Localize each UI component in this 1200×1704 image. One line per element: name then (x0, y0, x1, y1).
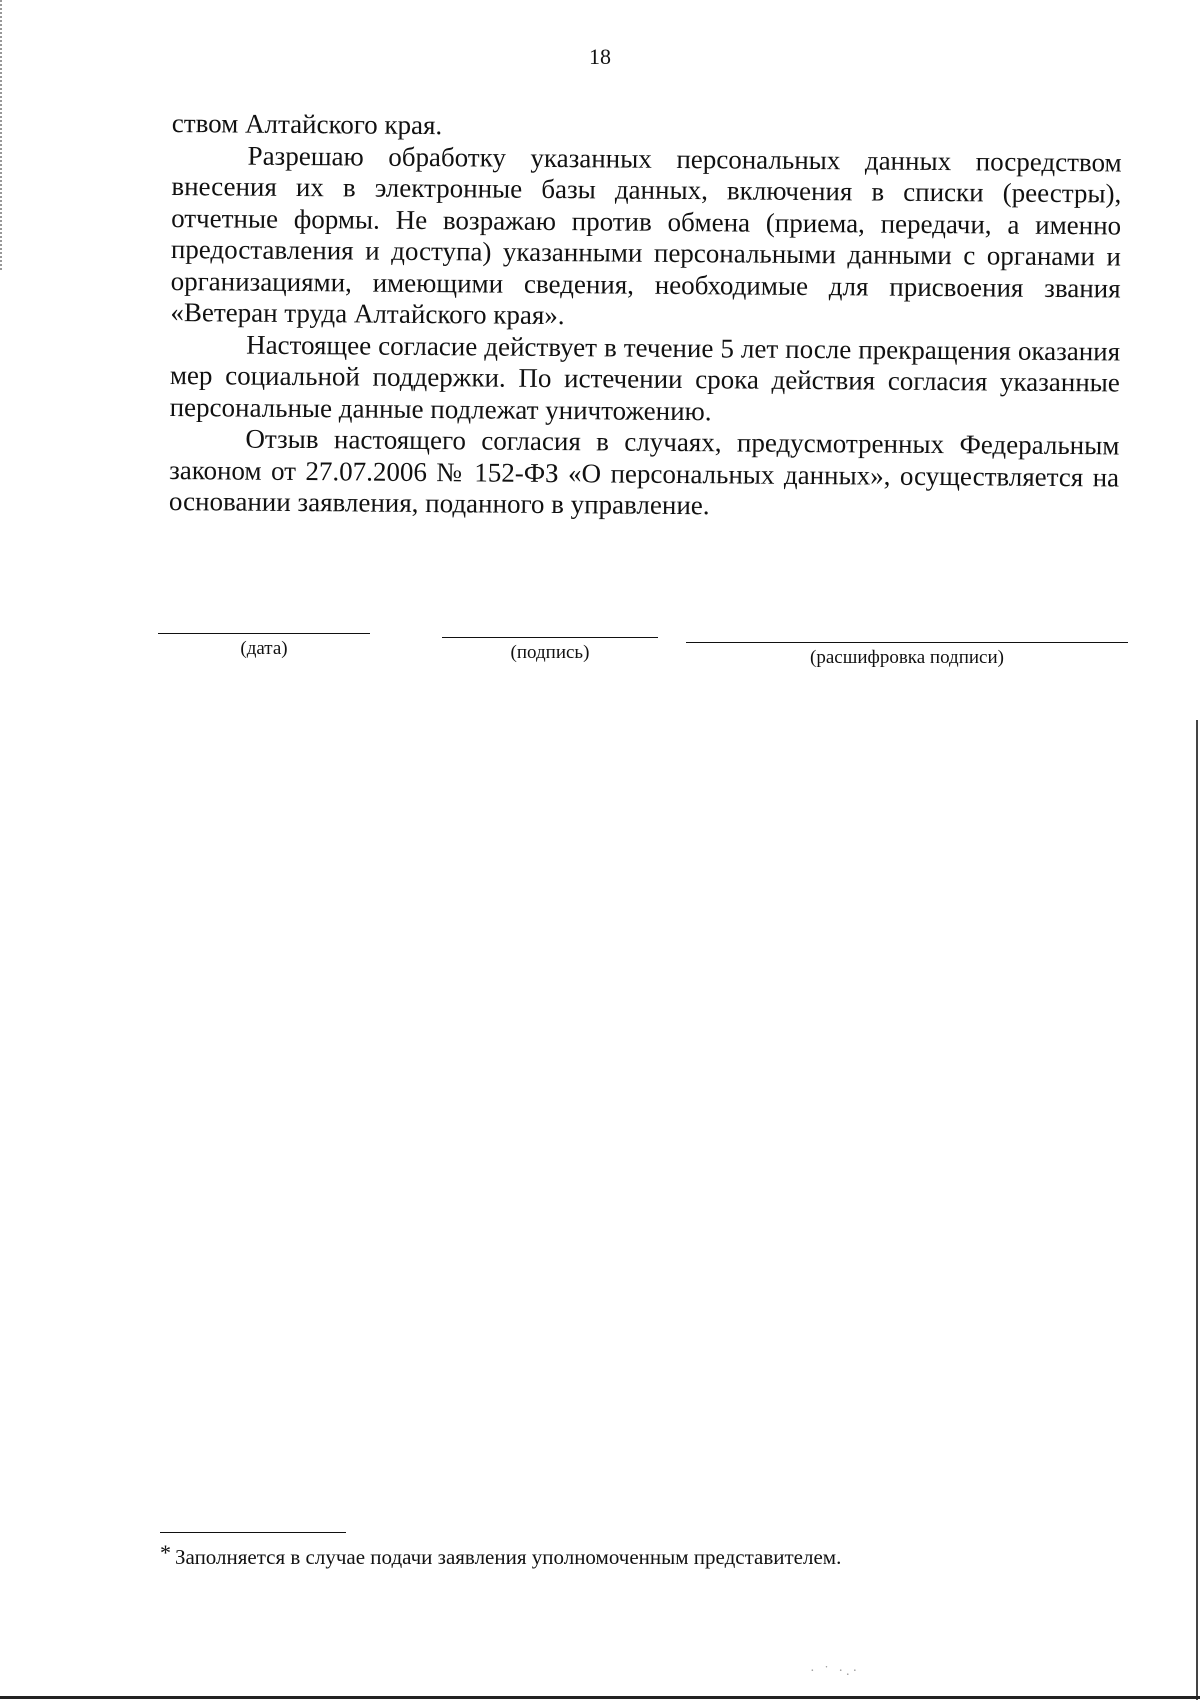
paragraph-consent-duration: Настоящее согласие действует в течение 5 лет после прекращения оказания мер социальной поддержки. По истечении срока действия согласия указанные персональные данные подлежат уничтожению. (169, 329, 1121, 426)
document-body (169, 108, 1122, 525)
signature-decode-field (686, 642, 1128, 669)
decode-label: (расшифровка подписи) (810, 647, 1004, 668)
scan-edge-left (0, 0, 6, 270)
sign-label: (подпись) (510, 642, 590, 663)
signature-date-field (158, 633, 370, 660)
bottom-scan-rule (0, 1696, 1200, 1699)
page-number: 18 (589, 44, 611, 69)
footnote-text: Заполняется в случае подачи заявления уполномоченным представителем. (175, 1545, 842, 1569)
sign-line (442, 637, 658, 638)
paragraph-continuation: ством Алтайского края. (171, 108, 443, 141)
decode-line (686, 642, 1128, 643)
footnote-mark: * (160, 1540, 171, 1565)
date-label: (дата) (240, 638, 288, 659)
scan-artifact: · ˙ ·.· (810, 1664, 861, 1679)
footnote-rule (160, 1532, 346, 1533)
footnote (160, 1540, 1060, 1570)
paragraph-consent-processing: Разрешаю обработку указанных персональных данных посредством внесения их в электронные базы данных, включения в списки (реестры), отчетные формы. Не возражаю против обмена (приема, передачи, а именно предоставления и доступа) указанными персональными данными с органами и организациями, имеющими сведения, необходимые для присвоения звания «Ветеран труда Алтайского края». (170, 140, 1122, 331)
signature-sign-field (442, 637, 658, 664)
scan-edge-right (1196, 720, 1198, 1700)
date-line (158, 633, 370, 634)
paragraph-consent-revocation: Отзыв настоящего согласия в случаях, предусмотренных Федеральным законом от 27.07.2006 № 152-ФЗ «О персональных данных», осуществляется на основании заявления, поданного в управление. (168, 423, 1120, 521)
